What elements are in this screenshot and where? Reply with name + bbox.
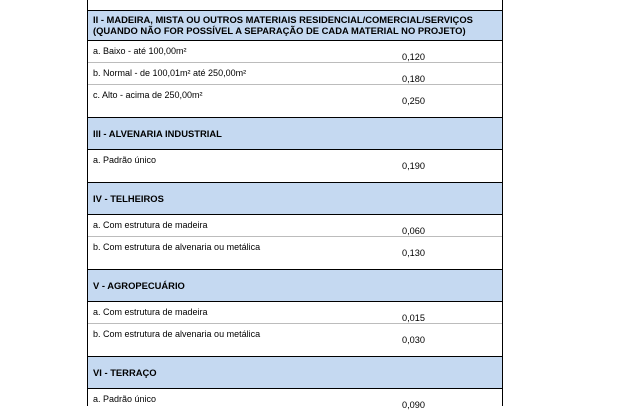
section-header-iii <box>88 118 502 150</box>
table-row <box>88 215 502 237</box>
section-header-ii <box>88 11 502 41</box>
table-row <box>88 63 502 85</box>
row-label: b. Com estrutura de alvenaria ou metálica <box>93 242 261 252</box>
section-header-iv <box>88 183 502 215</box>
section-title: II - MADEIRA, MISTA OU OUTROS MATERIAIS RESIDENCIAL/COMERCIAL/SERVIÇOS <box>93 14 473 25</box>
table-row <box>88 41 502 63</box>
row-label: a. Baixo - até 100,00m² <box>93 46 187 56</box>
row-label: b. Com estrutura de alvenaria ou metálica <box>93 329 261 339</box>
table-row <box>88 389 502 411</box>
table-row <box>88 85 502 118</box>
section-title: III - ALVENARIA INDUSTRIAL <box>93 128 222 139</box>
row-label: a. Com estrutura de madeira <box>93 307 208 317</box>
table-row <box>88 324 502 357</box>
row-value: 0,060 <box>402 226 425 236</box>
row-value: 0,120 <box>402 52 425 62</box>
row-value: 0,030 <box>402 335 425 345</box>
section-header-vi <box>88 357 502 389</box>
row-value: 0,190 <box>402 161 425 171</box>
section-header-v <box>88 270 502 302</box>
table-row <box>88 237 502 270</box>
row-label: a. Padrão único <box>93 394 157 404</box>
row-value: 0,180 <box>402 74 425 84</box>
section-title: IV - TELHEIROS <box>93 193 164 204</box>
section-subtitle: (QUANDO NÃO FOR POSSÍVEL A SEPARAÇÃO DE CADA MATERIAL NO PROJETO) <box>93 25 466 36</box>
table-row <box>88 302 502 324</box>
row-label: a. Com estrutura de madeira <box>93 220 208 230</box>
row-value: 0,130 <box>402 248 425 258</box>
section-title: VI - TERRAÇO <box>93 367 157 378</box>
row-label: b. Normal - de 100,01m² até 250,00m² <box>93 68 247 78</box>
blank-row <box>88 0 502 11</box>
row-value: 0,250 <box>402 96 425 106</box>
table-row <box>88 150 502 183</box>
rates-table <box>87 0 503 410</box>
row-label: c. Alto - acima de 250,00m² <box>93 90 203 100</box>
section-title: V - AGROPECUÁRIO <box>93 280 185 291</box>
row-value: 0,015 <box>402 313 425 323</box>
row-value: 0,090 <box>402 400 425 410</box>
row-label: a. Padrão único <box>93 155 157 165</box>
